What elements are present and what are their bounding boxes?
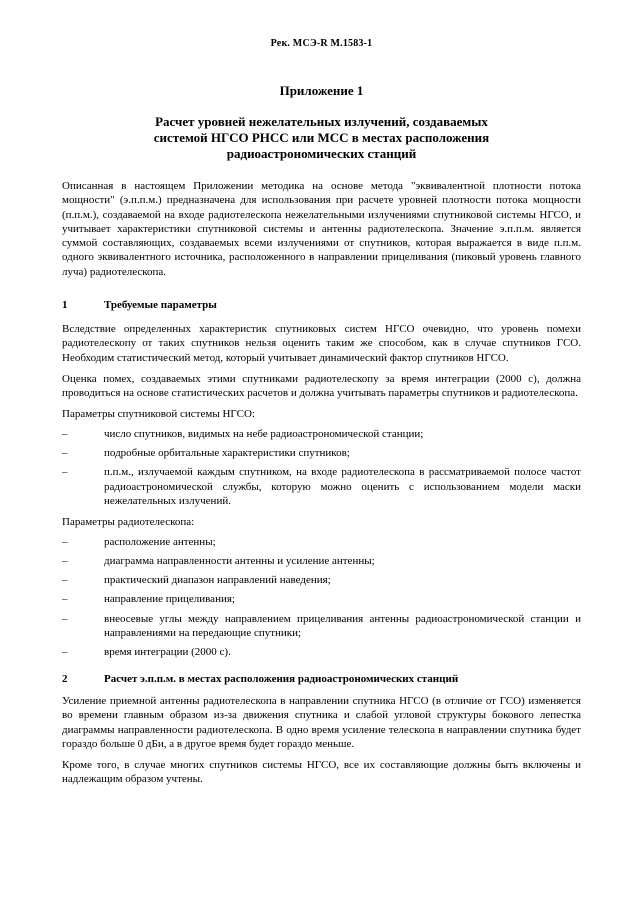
list-dash: – — [62, 427, 68, 440]
annex-title: Приложение 1 — [279, 83, 364, 98]
list-label: Параметры радиотелескопа: — [62, 516, 195, 529]
list-item — [62, 612, 581, 641]
list-item — [62, 645, 581, 659]
telescope-params-list — [62, 535, 581, 660]
list-item — [62, 465, 581, 508]
paragraph: Кроме того, в случае многих спутников системы НГСО, все их составляющие должны быть включены и надлежащим образом учтены. — [62, 759, 581, 786]
list-item — [62, 446, 581, 460]
list-item-text: время интеграции (2000 с). — [104, 646, 231, 659]
list-item — [62, 592, 581, 606]
list-item-text: практический диапазон направлений наведения; — [104, 574, 331, 587]
list-item-text: п.п.м., излучаемой каждым спутником, на входе радиотелескопа в рассматриваемой полосе частот радиоастрономической службы, которую можно оценить с использованием модели маски нежелательных излучений. — [104, 466, 581, 507]
paragraph: Усиление приемной антенны радиотелескопа в направлении спутника НГСО (в отличие от ГСО) изменяется во времени главным образом из-за движения спутника и слабой угловой структуры бокового лепестка диаграммы направленности радиотелескопа. В одно время усиление телескопа в направлении спутника будет гораздо больше 0 дБи, а в другое время будет гораздо меньше. — [62, 695, 581, 750]
list-item-text: внеосевые углы между направлением прицеливания антенны радиоастрономической станции и направлениями на передающие спутники; — [104, 612, 581, 640]
intro-text: Описанная в настоящем Приложении методика на основе метода "эквивалентной плотности потока мощности" (э.п.п.м.) предназначена для использования при расчете уровней плотности потока мощности (п.п.м.), создаваемой на входе радиотелескопа нежелательными излучениями спутниковой системы НГСО, и учитывает характеристики спутниковой системы и антенны радиотелескопа. Значение э.п.п.м. является суммой составляющих, создаваемых всеми излучениями от спутников, которая выражается в виде п.п.м. одного эквивалентного источника, расположенного в направлении прицеливания (пиковый уровень главного луча) радиотелескопа. — [62, 180, 581, 278]
section-title: Расчет э.п.п.м. в местах расположения радиоастрономических станций — [104, 673, 459, 685]
section-title: Требуемые параметры — [104, 299, 217, 311]
running-header: Рек. МСЭ-R M.1583-1 — [270, 38, 373, 49]
list-label: Параметры спутниковой системы НГСО: — [62, 408, 255, 421]
document-title-line: Расчет уровней нежелательных излучений, создаваемых — [155, 114, 488, 129]
list-item-text: направление прицеливания; — [104, 593, 235, 606]
list-item — [62, 554, 581, 568]
list-dash: – — [62, 593, 68, 606]
paragraph: Оценка помех, создаваемых этими спутниками радиотелескопу за время интеграции (2000 с), должна проводиться на основе статистических расчетов и должна учитывать параметры спутников и радиотелескопа. — [62, 372, 581, 400]
list-item-text: расположение антенны; — [104, 535, 216, 548]
list-item — [62, 573, 581, 587]
list-item — [62, 427, 581, 441]
list-dash: – — [62, 612, 68, 625]
section-number: 2 — [62, 673, 68, 685]
list-dash: – — [62, 466, 68, 479]
list-item — [62, 535, 581, 549]
paragraph: Вследствие определенных характеристик спутниковых систем НГСО очевидно, что уровень помехи радиотелескопу от таких спутников нельзя оценить таким же способом, как в случае спутников ГСО. Необходим статистический метод, который учитывает динамический фактор спутников НГСО. — [62, 323, 581, 364]
ngso-params-list — [62, 427, 581, 508]
document-title-line: системой НГСО РНСС или МСС в местах расположения — [153, 130, 490, 145]
list-dash: – — [62, 447, 68, 460]
intro-paragraph — [62, 179, 581, 279]
list-dash: – — [62, 574, 68, 587]
list-item-text: число спутников, видимых на небе радиоастрономической станции; — [104, 427, 424, 440]
list-item-text: подробные орбитальные характеристики спутников; — [104, 447, 350, 460]
list-dash: – — [62, 535, 68, 548]
section-2-heading — [62, 672, 581, 686]
section-2-body — [62, 694, 581, 787]
section-number: 1 — [62, 299, 68, 311]
list-item-text: диаграмма направленности антенны и усиление антенны; — [104, 554, 375, 567]
list-dash: – — [62, 646, 68, 659]
document-title-line: радиоастрономических станций — [226, 146, 417, 161]
section-1-heading — [62, 298, 581, 312]
list-dash: – — [62, 554, 68, 567]
section-1-body — [62, 322, 581, 660]
document-title — [62, 114, 581, 162]
